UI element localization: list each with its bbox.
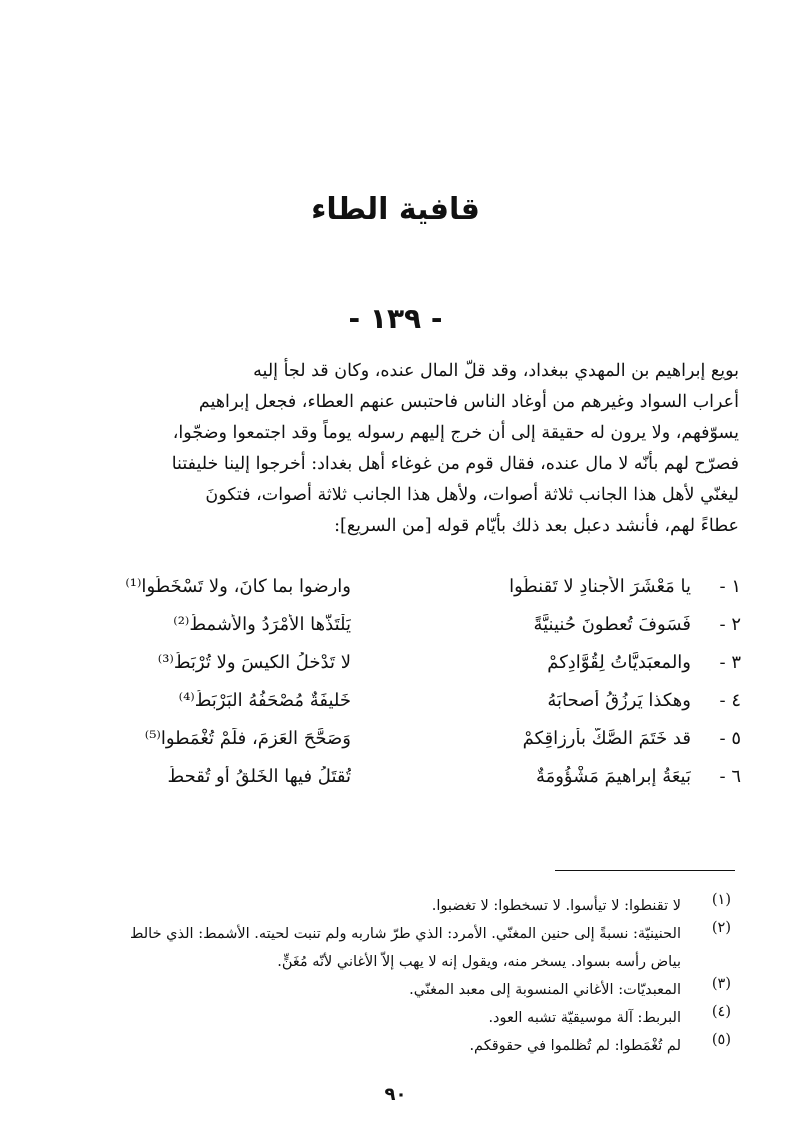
verse-second-hemistich: وارضوا بما كانَ، ولا تَسْخَطُوا⁽¹⁾	[125, 576, 351, 597]
verse-first-hemistich: والمعبَديَّاتُ لِقُوَّادِكمْ	[547, 652, 691, 673]
verse-first-hemistich: فَسَوفَ تُعطونَ حُنينيَّةً	[533, 614, 691, 635]
prose-line: ليغنّي لأهل هذا الجانب ثلاثة أصوات، ولأهل هذا الجانب ثلاثة أصوات، فتكونَ	[205, 485, 739, 505]
prose-line: عطاءً لهم، فأنشد دعبل بعد ذلك بأيّام قوله [من السريع]:	[334, 516, 739, 536]
footnote-number: (٤)	[711, 1004, 731, 1020]
verse-line	[0, 690, 791, 724]
verse-number: ٥ -	[719, 728, 741, 749]
verse-first-hemistich: بَيعَةُ إبراهيمَ مَشْؤُومَةٌ	[535, 766, 691, 787]
footnote-text	[53, 892, 681, 920]
verse-first-hemistich: يا مَعْشَرَ الأجنادِ لا تَقنطُوا	[509, 576, 691, 597]
footnote-number: (٥)	[711, 1032, 731, 1048]
footnote-text	[53, 976, 681, 1004]
footnote-line: بياض رأسه بسواد. يسخر منه، ويقول إنه لا يهب إلاّ الأغاني لأنّه مُغَنٍّ.	[277, 954, 681, 970]
verse-second-hemistich: وَصَحَّحَ العَزمَ، فلَمْ تُغْمَطوا⁽⁵⁾	[144, 728, 351, 749]
verse-number: ٤ -	[719, 690, 741, 711]
verse-second-hemistich: خَليفَةٌ مُصْحَفُهُ البَرْبَطُ⁽⁴⁾	[178, 690, 351, 711]
verse-first-hemistich: قد خَتَمَ الصَّكُّ بأرزاقِكمْ	[522, 728, 691, 749]
verse-line	[0, 766, 791, 800]
footnote-number: (٣)	[711, 976, 731, 992]
prose-line: فصرّح لهم بأنّه لا مال عنده، فقال قوم من غوغاء أهل بغداد: أخرجوا إلينا خليفتنا	[171, 454, 739, 474]
verse-first-hemistich: وهكذا يَرزُقُ أصحابَهُ	[547, 690, 691, 711]
poem-number: - ١٣٩ -	[348, 302, 443, 335]
verse-line	[0, 614, 791, 648]
prose-line: يسوّفهم، ولا يرون له حقيقة إلى أن خرج إليهم رسوله يوماً وقد اجتمعوا وضجّوا،	[172, 423, 739, 443]
verse-number: ٢ -	[719, 614, 741, 635]
footnote-line: الحنينيّة: نسبةً إلى حنين المغنّي. الأمرد: الذي طرّ شاربه ولم تنبت لحيته. الأشمط: الذي خالط	[130, 926, 681, 942]
verse-number: ١ -	[719, 576, 741, 597]
verse-number: ٦ -	[719, 766, 741, 787]
footnote-number: (٢)	[711, 920, 731, 936]
footnote-line: المعبديّات: الأغاني المنسوبة إلى معبد المغنّي.	[409, 982, 681, 998]
footnote-text	[53, 1032, 681, 1060]
verse-line	[0, 652, 791, 686]
verse-number: ٣ -	[719, 652, 741, 673]
verse-second-hemistich: لا تَدْخلُ الكيسَ ولا تُرْبَطُ⁽³⁾	[157, 652, 351, 673]
footnote-line: البربط: آلة موسيقيّة تشبه العود.	[488, 1010, 681, 1026]
footnote-line: لم تُغْمَطوا: لم تُظلموا في حقوقكم.	[469, 1038, 681, 1054]
footnote-number: (١)	[711, 892, 731, 908]
prose-line: أعراب السواد وغيرهم من أوغاد الناس فاحتبس عنهم العطاء، فجعل إبراهيم	[198, 392, 739, 412]
verse-second-hemistich: تُقتَلُ فيها الخَلقُ أو تُقحطُ	[167, 766, 351, 787]
prose-line: بويع إبراهيم بن المهدي ببغداد، وقد قلّ المال عنده، وكان قد لجأ إليه	[253, 361, 739, 381]
verse-line	[0, 576, 791, 610]
footnote-divider	[555, 870, 735, 871]
prose-intro	[41, 356, 739, 542]
verse-line	[0, 728, 791, 762]
chapter-title: قافية الطاء	[311, 192, 480, 227]
verse-second-hemistich: يَلْتَذُّها الأمْرَدُ والأشمطُ⁽²⁾	[173, 614, 351, 635]
footnote-line: لا تقنطوا: لا تيأسوا. لا تسخطوا: لا تغضبوا.	[431, 898, 681, 914]
footnote-text	[53, 1004, 681, 1032]
page-number: ٩٠	[384, 1084, 407, 1105]
footnote-text	[53, 920, 681, 976]
